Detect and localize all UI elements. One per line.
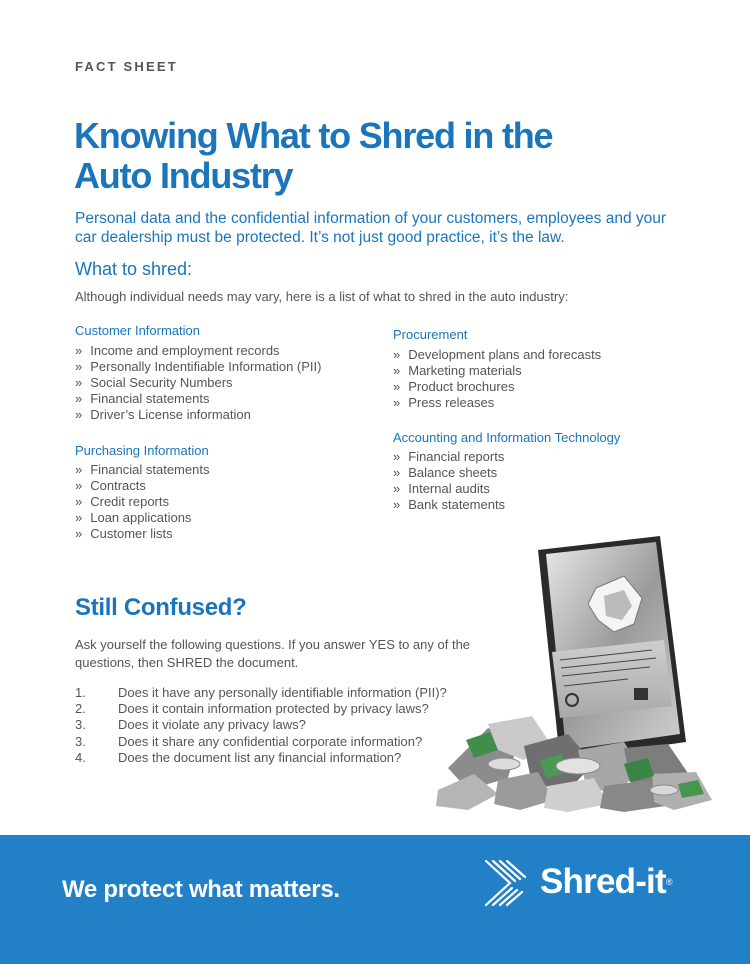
shred-it-logo — [484, 852, 704, 912]
fact-sheet-label: FACT SHEET — [75, 59, 178, 74]
list-item: » Product brochures — [393, 379, 601, 395]
category-list-customer-information — [75, 343, 321, 423]
question-number: 1. — [75, 685, 86, 700]
list-item: » Financial statements — [75, 462, 209, 478]
still-confused-description: Ask yourself the following questions. If you answer YES to any of the questions, then SHRED the document. — [75, 637, 471, 670]
list-item: » Loan applications — [75, 510, 209, 526]
list-item: » Credit reports — [75, 494, 209, 510]
what-to-shred-heading: What to shred: — [75, 259, 193, 279]
what-to-shred-description: Although individual needs may vary, here is a list of what to shred in the auto industry: — [75, 289, 569, 304]
category-title-accounting-it: Accounting and Information Technology — [393, 430, 621, 445]
question-number: 3. — [75, 733, 86, 749]
question-number: 3. — [75, 717, 86, 733]
list-item: » Contracts — [75, 478, 209, 494]
question-item — [75, 717, 447, 733]
list-item: » Personally Indentifiable Information (PII) — [75, 359, 321, 375]
list-item: » Financial reports — [393, 449, 505, 465]
question-text: Does the document list any financial information? — [118, 749, 402, 765]
list-item: » Driver’s License information — [75, 407, 321, 423]
footer-tagline: We protect what matters. — [62, 876, 340, 903]
category-list-procurement — [393, 347, 601, 411]
category-title-procurement: Procurement — [393, 327, 468, 342]
category-list-purchasing-information — [75, 462, 209, 542]
registered-mark: ® — [665, 877, 673, 887]
category-title-purchasing-information: Purchasing Information — [75, 443, 209, 458]
list-item: » Financial statements — [75, 391, 321, 407]
still-confused-heading: Still Confused? — [75, 594, 247, 621]
list-item: » Income and employment records — [75, 343, 321, 359]
intro-paragraph: Personal data and the confidential information of your customers, employees and your car dealership must be protected. It’s not just good practice, it’s the law. — [75, 210, 667, 246]
question-item — [75, 750, 447, 766]
list-item: » Customer lists — [75, 526, 209, 542]
list-item: » Social Security Numbers — [75, 375, 321, 391]
question-text: Does it violate any privacy laws? — [118, 717, 306, 733]
list-item: » Internal audits — [393, 481, 505, 497]
brand-name: Shred-it — [540, 862, 666, 901]
question-text: Does it share any confidential corporate information? — [118, 733, 423, 749]
question-item — [75, 701, 447, 717]
question-text: Does it have any personally identifiable information (PII)? — [118, 685, 447, 700]
category-title-customer-information: Customer Information — [75, 323, 200, 338]
question-item — [75, 685, 447, 701]
question-number: 2. — [75, 701, 86, 717]
questions-list — [75, 685, 447, 766]
page-title: Knowing What to Shred in the Auto Industry — [74, 115, 553, 196]
list-item: » Press releases — [393, 395, 601, 411]
question-number: 4. — [75, 749, 86, 765]
list-item: » Balance sheets — [393, 465, 505, 481]
list-item: » Development plans and forecasts — [393, 347, 601, 363]
category-list-accounting-it — [393, 449, 505, 513]
question-item — [75, 734, 447, 750]
shred-it-logo-icon — [484, 857, 536, 907]
question-text: Does it contain information protected by privacy laws? — [118, 701, 429, 717]
list-item: » Marketing materials — [393, 363, 601, 379]
list-item: » Bank statements — [393, 497, 505, 513]
